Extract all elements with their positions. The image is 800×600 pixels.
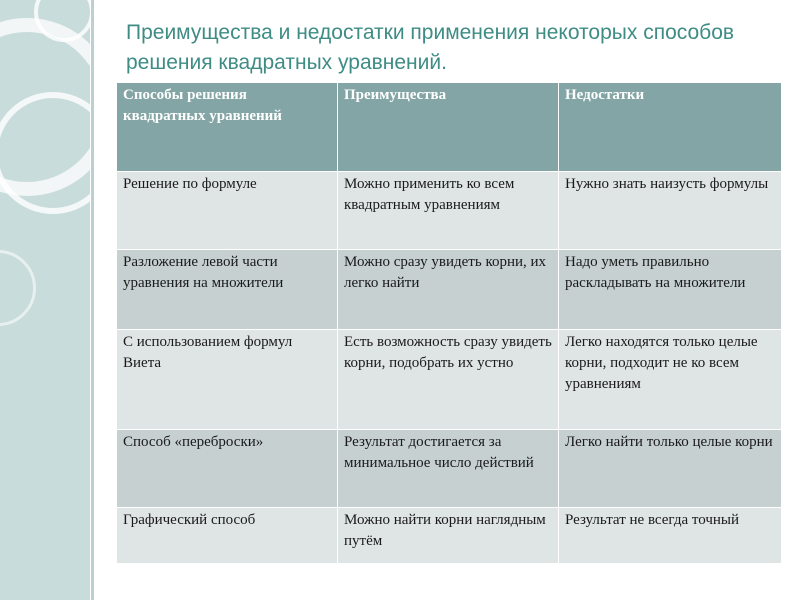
table-cell-disadvantage: Легко находятся только целые корни, подходит не ко всем уравнениям	[559, 330, 782, 430]
table-cell-advantage: Можно применить ко всем квадратным уравнениям	[338, 172, 559, 250]
table-cell-disadvantage: Легко найти только целые корни	[559, 430, 782, 508]
slide-title: Преимущества и недостатки применения некоторых способов решения квадратных уравнений.	[126, 21, 735, 74]
table-cell-disadvantage: Надо уметь правильно раскладывать на множители	[559, 250, 782, 330]
header-methods: Способы решения квадратных уравнений	[117, 83, 338, 172]
table-cell-advantage: Есть возможность сразу увидеть корни, подобрать их устно	[338, 330, 559, 430]
decorative-circle	[0, 92, 114, 214]
table-row	[117, 430, 782, 508]
table-cell-method: Решение по формуле	[117, 172, 338, 250]
table-header-row	[117, 83, 782, 172]
header-disadvantages: Недостатки	[559, 83, 782, 172]
table-row	[117, 330, 782, 430]
table-cell-disadvantage: Нужно знать наизусть формулы	[559, 172, 782, 250]
table-row	[117, 508, 782, 564]
table-row	[117, 172, 782, 250]
decorative-divider	[91, 0, 94, 600]
table-cell-advantage: Результат достигается за минимальное число действий	[338, 430, 559, 508]
table-cell-method: Графический способ	[117, 508, 338, 564]
table-cell-method: Разложение левой части уравнения на множители	[117, 250, 338, 330]
table-row	[117, 250, 782, 330]
table-cell-method: С использованием формул Виета	[117, 330, 338, 430]
table-cell-advantage: Можно найти корни наглядным путём	[338, 508, 559, 564]
table-cell-disadvantage: Результат не всегда точный	[559, 508, 782, 564]
table-cell-method: Способ «переброски»	[117, 430, 338, 508]
table-cell-advantage: Можно сразу увидеть корни, их легко найти	[338, 250, 559, 330]
header-advantages: Преимущества	[338, 83, 559, 172]
comparison-table	[116, 82, 782, 564]
